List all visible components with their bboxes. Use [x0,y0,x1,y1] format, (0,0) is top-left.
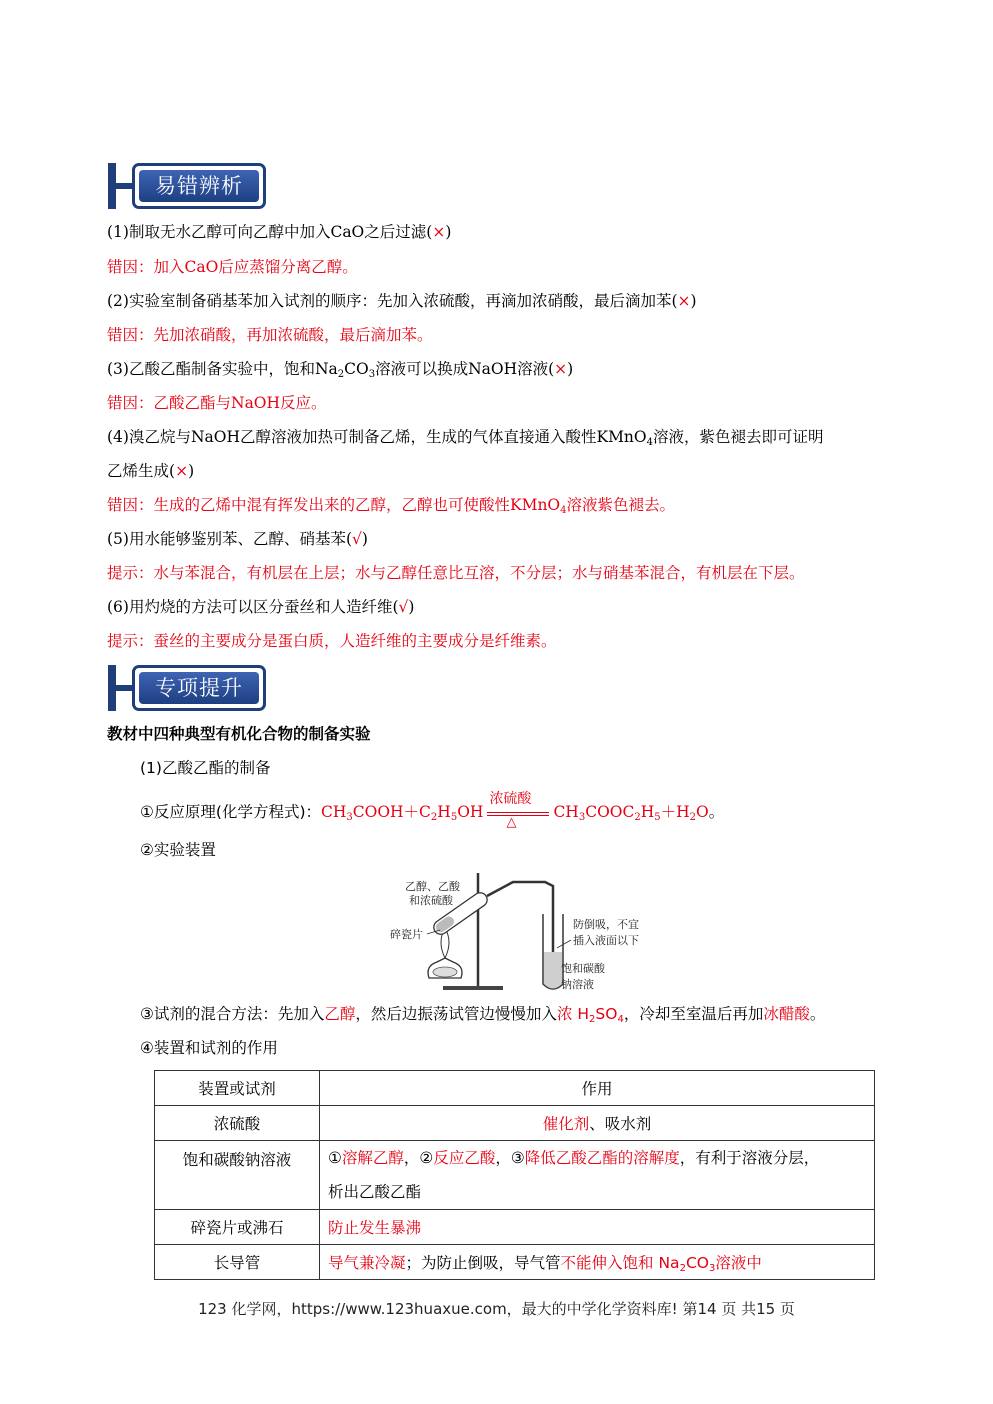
table-cell: 长导管 [155,1245,320,1280]
label-note-2: 插入液面以下 [573,934,639,947]
label-chips: 碎瓷片 [390,928,423,941]
table-row [155,1141,875,1210]
section-badge-improve [108,665,266,711]
item-6-question: (6)用灼烧的方法可以区分蚕丝和人造纤维(√) [107,598,415,616]
label-solution-2: 钠溶液 [561,978,594,991]
table-cell: ①溶解乙醇，②反应乙酸，③降低乙酸乙酯的溶解度，有利于溶液分层， 析出乙酸乙酯 [320,1141,875,1210]
item-2-note: 错因：先加浓硝酸，再加浓硫酸，最后滴加苯。 [107,326,433,344]
item-4-question-cont: 乙烯生成(×) [107,462,195,480]
section-title: 专项提升 [139,672,259,704]
label-reagents-2: 和浓硫酸 [409,894,453,907]
table-cell: 催化剂、吸水剂 [320,1106,875,1141]
reaction-arrow: 浓硫酸 △ [483,803,553,823]
table-row [155,1106,875,1141]
apparatus-label: ②实验装置 [140,841,216,859]
table-cell: 防止发生暴沸 [320,1210,875,1245]
stand-base [443,986,503,990]
label-note-1: 防倒吸，不宜 [573,918,639,931]
item-1-question: (1)制取无水乙醇可向乙醇中加入CaO之后过滤(×) [107,223,452,241]
table-cell: 导气兼冷凝；为防止倒吸，导气管不能伸入饱和 $Na_2CO_3$溶液中 [320,1245,875,1280]
experiment-heading: 教材中四种典型有机化合物的制备实验 [107,725,371,743]
table-header: 作用 [320,1071,875,1106]
table-cell: 碎瓷片或沸石 [155,1210,320,1245]
table-cell: 饱和碳酸钠溶液 [155,1141,320,1210]
item-3-note: 错因：乙酸乙酯与NaOH反应。 [107,394,327,412]
item-3-question: (3)乙酸乙酯制备实验中，饱和$Na_2CO_3$溶液可以换成NaOH溶液(×) [107,360,574,380]
experiment-subtitle: (1)乙酸乙酯的制备 [140,759,271,777]
table-cell: 浓硫酸 [155,1106,320,1141]
label-solution-1: 饱和碳酸 [561,962,605,975]
roles-table [154,1070,875,1280]
label-reagents-1: 乙醇、乙酸 [405,880,460,893]
reaction-principle: ①反应原理(化学方程式)：$CH_3COOH+C_2H_5OH$ 浓硫酸 △ $CH_3COOC_2H_5+H_2O$。 [140,791,725,830]
section-title: 易错辨析 [139,170,259,202]
item-4-note: 错因：生成的乙烯中混有挥发出来的乙醇，乙醇也可使酸性KMnO$_4$溶液紫色褪去。 [107,496,676,516]
item-1-note: 错因：加入CaO后应蒸馏分离乙醇。 [107,258,358,276]
apparatus-diagram [385,868,660,998]
section-badge-errors [108,163,266,209]
page-footer: 123 化学网，https://www.123huaxue.com，最大的中学化学资料库! 第14 页 共15 页 [198,1300,795,1318]
item-4-question: (4)溴乙烷与NaOH乙醇溶液加热可制备乙烯，生成的气体直接通入酸性KMnO$_4$溶液，紫色褪去即可证明 [107,428,824,448]
item-6-note: 提示：蚕丝的主要成分是蛋白质，人造纤维的主要成分是纤维素。 [107,632,557,650]
table-row [155,1245,875,1280]
item-5-question: (5)用水能够鉴别苯、乙醇、硝基苯(√) [107,530,368,548]
table-row [155,1210,875,1245]
item-5-note: 提示：水与苯混合，有机层在上层；水与乙醇任意比互溶，不分层；水与硝基苯混合，有机层在下层。 [107,564,805,582]
roles-label: ④装置和试剂的作用 [140,1039,278,1057]
table-header: 装置或试剂 [155,1071,320,1106]
table-header-row [155,1071,875,1106]
mixing-method: ③试剂的混合方法：先加入乙醇，然后边振荡试管边慢慢加入浓 $H_2SO_4$，冷却至室温后再加冰醋酸。 [140,1005,826,1025]
item-2-question: (2)实验室制备硝基苯加入试剂的顺序：先加入浓硫酸，再滴加浓硝酸，最后滴加苯(×) [107,292,697,310]
